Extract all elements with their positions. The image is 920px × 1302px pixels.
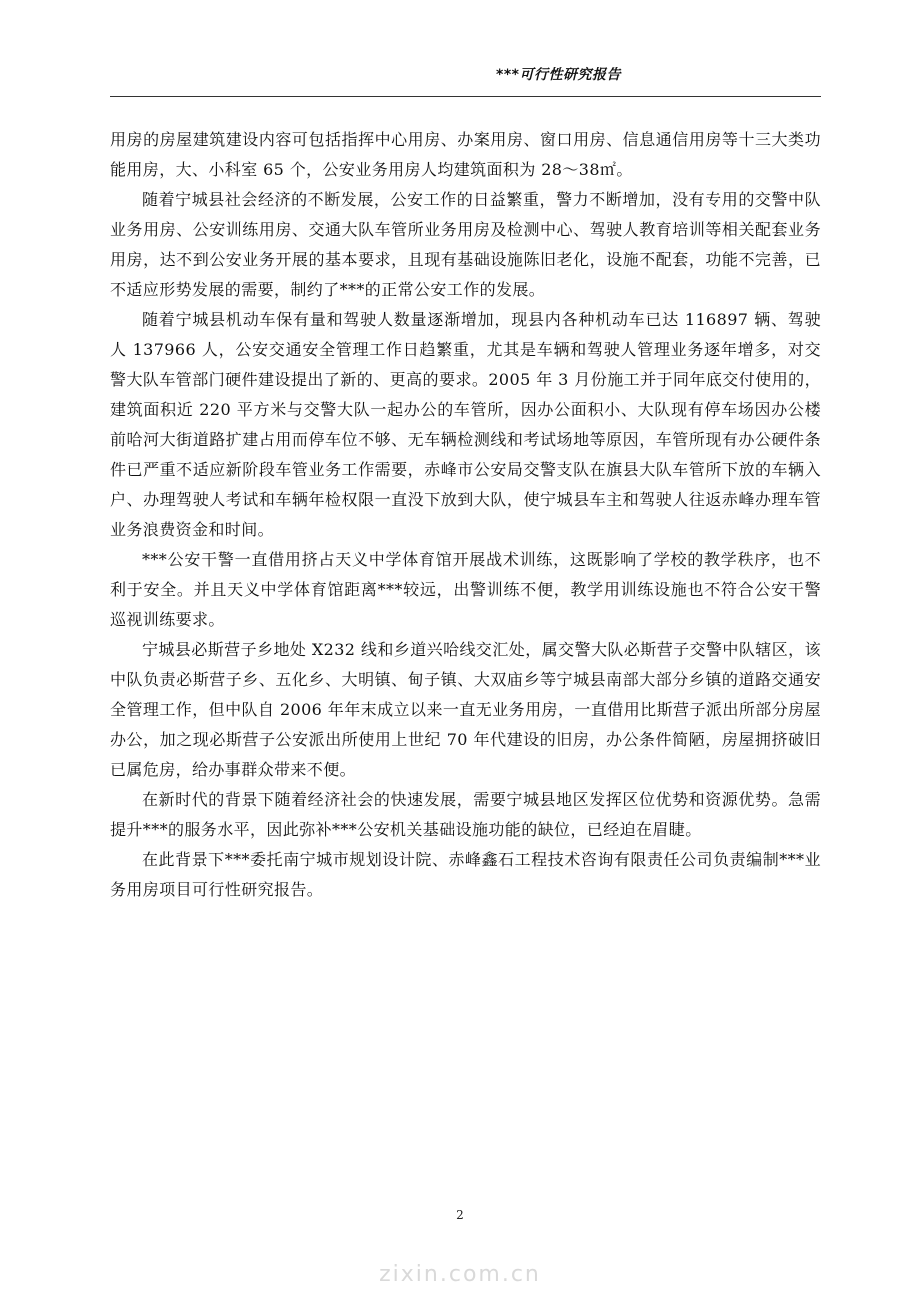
- paragraph: 在此背景下***委托南宁城市规划设计院、赤峰鑫石工程技术咨询有限责任公司负责编制***业务用房项目可行性研究报告。: [110, 850, 821, 899]
- page-header: [110, 60, 821, 97]
- paragraph: 在新时代的背景下随着经济社会的快速发展，需要宁城县地区发挥区位优势和资源优势。急需提升***的服务水平，因此弥补***公安机关基础设施功能的缺位，已经迫在眉睫。: [110, 790, 821, 839]
- paragraph: ***公安干警一直借用挤占天义中学体育馆开展战术训练，这既影响了学校的教学秩序，也不利于安全。并且天义中学体育馆距离***较远，出警训练不便，教学用训练设施也不符合公安干警巡视训练要求。: [110, 550, 821, 629]
- paragraph: 随着宁城县社会经济的不断发展，公安工作的日益繁重，警力不断增加，没有专用的交警中队业务用房、公安训练用房、交通大队车管所业务用房及检测中心、驾驶人教育培训等相关配套业务用房，达不到公安业务开展的基本要求，且现有基础设施陈旧老化，设施不配套，功能不完善，已不适应形势发展的需要，制约了***的正常公安工作的发展。: [110, 190, 821, 299]
- watermark-text: zixin.com.cn: [379, 1262, 541, 1287]
- body-text: [110, 125, 821, 905]
- paragraph: 宁城县必斯营子乡地处 X232 线和乡道兴哈线交汇处，属交警大队必斯营子交警中队辖区，该中队负责必斯营子乡、五化乡、大明镇、甸子镇、大双庙乡等宁城县南部大部分乡镇的道路交通安全管理工作，但中队自 2006 年年末成立以来一直无业务用房，一直借用比斯营子派出所部分房屋办公，加之现必斯营子公安派出所使用上世纪 70 年代建设的旧房，办公条件简陋，房屋拥挤破旧已属危房，给办事群众带来不便。: [110, 640, 821, 779]
- page-number: 2: [456, 1208, 464, 1222]
- paragraph: 随着宁城县机动车保有量和驾驶人数量逐渐增加，现县内各种机动车已达 116897 辆、驾驶人 137966 人，公安交通安全管理工作日趋繁重，尤其是车辆和驾驶人管理业务逐年增多，对交警大队车管部门硬件建设提出了新的、更高的要求。2005 年 3 月份施工并于同年底交付使用的，建筑面积近 220 平方米与交警大队一起办公的车管所，因办公面积小、大队现有停车场因办公楼前哈河大街道路扩建占用而停车位不够、无车辆检测线和考试场地等原因，车管所现有办公硬件条件已严重不适应新阶段车管业务工作需要，赤峰市公安局交警支队在旗县大队车管所下放的车辆入户、办理驾驶人考试和车辆年检权限一直没下放到大队，使宁城县车主和驾驶人往返赤峰办理车管业务浪费资金和时间。: [110, 310, 821, 539]
- paragraph-continued: 用房的房屋建筑建设内容可包括指挥中心用房、办案用房、窗口用房、信息通信用房等十三大类功能用房，大、小科室 65 个，公安业务用房人均建筑面积为 28～38㎡。: [110, 130, 821, 179]
- header-title: ***可行性研究报告: [496, 67, 621, 83]
